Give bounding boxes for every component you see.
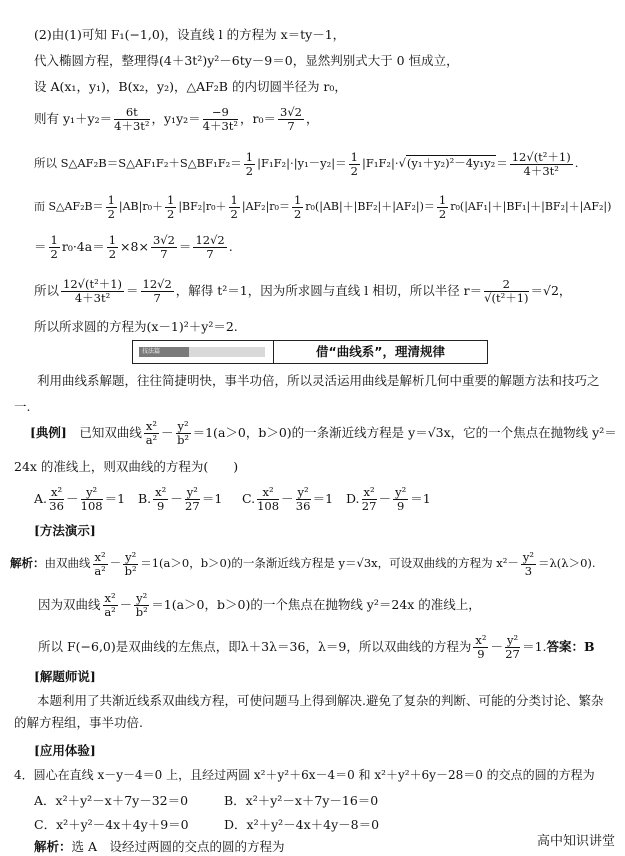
q4-option-c: C．x²＋y²－4x＋4y＋9＝0 <box>34 817 189 832</box>
paragraph: 利用曲线系解题，往往简捷明快，事半功倍，所以灵活运用曲线是解析几何中重要的解题方法和技巧之一. <box>14 373 600 414</box>
question: 4．圆心在直线 x－y－4＝0 上，且经过两圆 x²＋y²＋6x－4＝0 和 x²＋y²＋6y－28＝0 的交点的圆的方程为 <box>14 768 595 782</box>
question-options-row <box>34 792 617 810</box>
solution-line: 因为双曲线 $\frac{\text{x²}}{\text{a²}}$ － $\frac{\text{y²}}{\text{b²}}$ ＝1(a＞0，b＞0)的一个焦点在抛物线 y²＝24x 的准线上， <box>38 591 481 619</box>
q4-option-a: A．x²＋y²－x＋7y－32＝0 <box>34 793 189 808</box>
section-label: [应用体验] <box>34 743 96 758</box>
option-a: A. $\frac{\text{x²}}{36}$ － $\frac{\text{y²}}{108}$ ＝1 <box>34 485 126 513</box>
formula-line: 所以 S△AF₂B＝S△AF₁F₂＋S△BF₁F₂＝ $\frac{1}{2}$ |F₁F₂|·|y₁－y₂|＝ $\frac{1}{2}$ |F₁F₂|·√(y₁＋y₂)²－4y₁y₂＝ $\frac{\text{12√(t²＋1)}}{\text{4＋3t²}}$ . <box>34 149 579 178</box>
text-line: (2)由(1)可知 F₁(−1,0)，设直线 l 的方程为 x＝ty－1， <box>34 27 346 42</box>
watermark: 高中知识讲堂 <box>536 834 615 849</box>
text-line: 24x 的准线上，则双曲线的方程为( ) <box>14 459 239 474</box>
options-row <box>34 484 617 514</box>
formula-line: ＝ $\frac{1}{2}$ r₀·4a＝ $\frac{1}{2}$ ×8× $\frac{3√2}{7}$ ＝ $\frac{12√2}{7}$ . <box>34 233 233 261</box>
section-title: 借“曲线系”，理清规律 <box>316 344 445 359</box>
text-line: 代入椭圆方程，整理得(4＋3t²)y²－6ty－9＝0，显然判别式大于 0 恒成立， <box>34 53 459 68</box>
example-line: [典例] 已知双曲线 $\frac{\text{x²}}{\text{a²}}$ － $\frac{\text{y²}}{\text{b²}}$ ＝1(a＞0，b＞0)的一条渐近线方程是 y＝√3x，它的一个焦点在抛物线 y²＝ <box>30 419 617 447</box>
question-options-row <box>34 816 617 834</box>
section-banner <box>132 340 488 364</box>
option-d: D. $\frac{\text{x²}}{27}$ － $\frac{\text{y²}}{9}$ ＝1 <box>345 485 431 513</box>
text-line: 所以所求圆的方程为(x－1)²＋y²＝2. <box>34 319 238 334</box>
paragraph: 本题利用了共渐近线系双曲线方程，可使问题马上得到解决.避免了复杂的判断、可能的分类讨论、繁杂的解方程组，事半功倍. <box>14 693 604 730</box>
section-tag: 技法篇 <box>139 347 265 357</box>
formula-line: 则有 y₁＋y₂＝ $\frac{6t}{\text{4＋3t²}}$ ，y₁y₂＝ $\frac{-9}{\text{4＋3t²}}$ ，r₀＝ $\frac{3√2}{7}$ ， <box>34 105 319 133</box>
option-b: B. $\frac{\text{x²}}{9}$ － $\frac{\text{y²}}{27}$ ＝1 <box>137 485 223 513</box>
text-line: 设 A(x₁，y₁)，B(x₂，y₂)，△AF₂B 的内切圆半径为 r₀， <box>34 79 347 94</box>
section-label: [方法演示] <box>34 523 96 538</box>
solution-line: 所以 F(−6,0)是双曲线的左焦点，即λ＋3λ＝36，λ＝9，所以双曲线的方程为 $\frac{\text{x²}}{9}$ － $\frac{\text{y²}}{27}$ ＝1.答案：B <box>38 633 595 661</box>
solution-line: 解析：选 A 设经过两圆的交点的圆的方程为 <box>34 839 285 854</box>
q4-option-b: B．x²＋y²－x＋7y－16＝0 <box>224 793 379 808</box>
option-c: C. $\frac{\text{x²}}{108}$ － $\frac{\text{y²}}{36}$ ＝1 <box>241 485 334 513</box>
q4-option-d: D．x²＋y²－4x＋4y－8＝0 <box>224 817 380 832</box>
section-label: [解题师说] <box>34 669 96 684</box>
solution-line: 解析：由双曲线 $\frac{\text{x²}}{\text{a²}}$ － $\frac{\text{y²}}{\text{b²}}$ ＝1(a＞0，b＞0)的一条渐近线方程是 y＝√3x，可设双曲线的方程为 x²－ $\frac{\text{y²}}{3}$ ＝λ(λ＞0). <box>10 549 596 578</box>
formula-line: 所以 $\frac{\text{12√(t²＋1)}}{\text{4＋3t²}}$ ＝ $\frac{12√2}{7}$ ，解得 t²＝1，因为所求圆与直线 l 相切，所以半径 r＝ $\frac{2}{\text{√(t²＋1)}}$ ＝√2， <box>34 277 572 305</box>
formula-line: 而 S△AF₂B＝ $\frac{1}{2}$ |AB|r₀＋ $\frac{1}{2}$ |BF₂|r₀＋ $\frac{1}{2}$ |AF₂|r₀＝ $\frac{1}{2}$ r₀(|AB|＋|BF₂|＋|AF₂|)＝ $\frac{1}{2}$ r₀(|AF₁|＋|BF₁|＋|BF₂|＋|AF₂|) <box>34 192 612 221</box>
